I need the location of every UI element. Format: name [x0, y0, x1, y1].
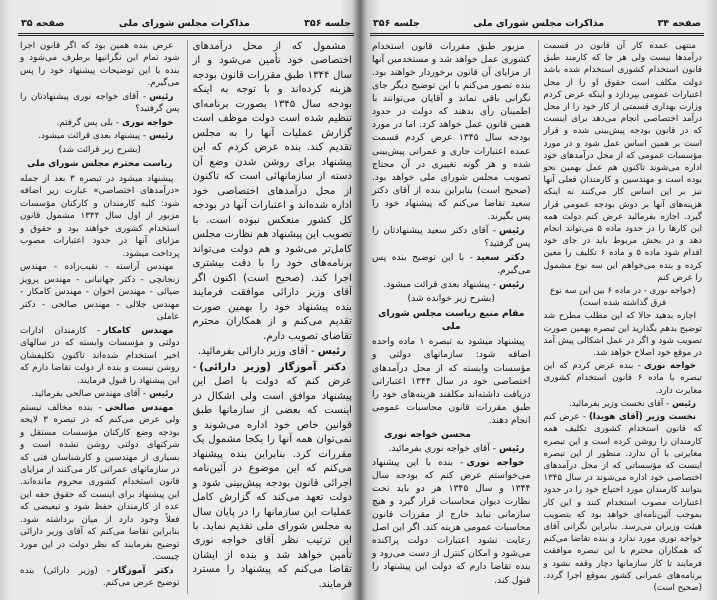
speech: [544, 398, 703, 410]
addressee-line: [20, 158, 180, 170]
speech: [372, 278, 531, 291]
column-right: [187, 40, 355, 594]
speaker-name: رئیس: [149, 131, 174, 142]
speech: [544, 360, 703, 397]
paragraph-text: - آقای نخست وزیر بفرمائید.: [568, 398, 670, 409]
paragraph-text: - بنده با این پیشنهاد می‌خواستم عرض کنم که بودجه سال ۱۳۴۴ و سال ۱۳۴۵ هر دو باید تحت نظارت دیوان محاسبات قرار گیرد و هیچ سازمانی نباید خارج از مقررات قانون محاسبات عمومی هزینه کند. اگر این اصل رعایت نشود اعتبارات دولت پراکنده می‌شود و امکان کنترل از دست می‌رود و بنده تقاضا دارم که دولت این پیشنهاد را قبول کند.: [372, 456, 531, 586]
column-right: [538, 40, 705, 594]
paragraph-text: - آقای وزیر دارائی بفرمائید.: [197, 346, 315, 358]
column-left: [18, 40, 182, 594]
paragraph-text: مهندس آراسته - نقیب‌زاده - مهندس زنجانچی - دکتر جهانبانی - مهندس پرویز ضیائی - مهندس اخوان - مهندس کامکار - مهندس جلالی - مهندس صالحی - دکتر عاملی: [20, 262, 180, 323]
paragraph-text: - پیشنهاد بعدی قرائت میشود.: [383, 279, 497, 291]
speech: [193, 361, 353, 593]
paragraph-text: - آقای خواجه نوری بفرمائید.: [388, 442, 497, 454]
session-number: جلسه ۳۵۶: [304, 18, 351, 29]
speech: [20, 117, 180, 129]
running-title: مذاکرات مجلس شورای ملی: [473, 18, 605, 29]
paragraph-text: - آقای مهندس صالحی بفرمائید.: [31, 389, 147, 400]
session-number: جلسه ۳۵۶: [373, 18, 420, 29]
paragraph-text: - بنده مخالف نیستم ولی عرض می‌کنم که در تبصره ۳ لایحه بودجه وضع کارکنان مؤسسات مستقل و شرکتهای دولتی روشن نشده است و بسیاری از مهندسین و کارشناسان فنی که در سازمانهای عمرانی کار می‌کنند از مزایای قانون استخدام کشوری محروم مانده‌اند. این پیشنهاد برای اینست که حقوق حقه این عده از کارمندان حفظ شود و تبعیضی که فعلاً وجود دارد از میان برداشته شود. بنابراین تقاضا می‌کنم که آقای وزیر دارائی توضیح بفرمایند که نظر دولت در این مورد چیست.: [20, 402, 180, 563]
speaker-name: خواجه نوری: [466, 456, 525, 468]
paragraph-text: منتهی عمده کار آن قانون در قسمت درآمدها نیست ولی هر جا که کارمند طبق قانون استخدام کشوری استخدام شده باشد دولت مکلف است حقوق او را از محل اعتبارات عمومی بپردازد و اینکه عرض کردم وزارت بهداری قسمتی از کار خود را از محل درآمد اختصاصی انجام می‌دهد برای اینست که در قانون بودجه پیش‌بینی شده و قرار است بر همین اساس عمل شود و در مورد مؤسسات عمومی که از محل درآمدهای خود اداره می‌شوند تاکنون هم عمل بهمین نحو بوده است و مهندسین و کارمندان فعلی آنها نیز بر این اساس کار می‌کنند نه اینکه هزینه‌های آنها بر دوش بودجه عمومی قرار گیرد. اجازه بفرمائید عرض کنم دولت همه این کارها را در حدود ماده ۵ می‌تواند انجام دهد و در بخش مربوط باید در جای خود اقدام شود ماده ۵ و ماده ۶ تکلیف را معین کرده و بنده می‌خواهم این سه نوع مشمول را عرض کنم: [543, 41, 703, 283]
paragraph-text: پیشنهاد میشود در تبصره ۳ بعد از جمله «درآمدهای اختصاصی» عبارت زیر اضافه شود: کلیه کارمندان و کارکنان مؤسسات مزبور از اول سال ۱۳۴۴ مشمول قانون استخدام کشوری خواهند بود و حقوق و مزایای آنها در حدود اعتبارات مصوب پرداخت میشود.: [20, 173, 180, 259]
paragraph-text: - آقای دکتر سعید پیشنهادتان را پس گرفتید؟: [372, 224, 531, 249]
paragraph-text: محسن خواجه نوری: [384, 428, 471, 440]
speech: [372, 456, 531, 587]
speaker-name: رئیس: [499, 224, 525, 236]
page-35: [18, 16, 354, 594]
speaker-name: دکتر سعید: [475, 252, 525, 263]
speaker-name: دکتر آموزگار: [113, 565, 174, 576]
paragraph-text: - عرض کنم که قانون استخدام کشوری تکلیف همه کارمندان را روشن کرده است و این تبصره مغایرتی با آن ندارد. منظور از این تبصره اینست که مؤسساتی که از محل درآمدهای اختصاصی خود اداره می‌شوند در سال ۱۳۴۵ بتوانند کارمندان مورد احتیاج خود را در حدود اعتبارات مصوب استخدام کنند و این کار بموجب آئین‌نامه‌ای خواهد بود که بتصویب هیئت وزیران می‌رسد. بنابراین نگرانی آقای خواجه نوری مورد ندارد و بنده تقاضا می‌کنم که همکاران محترم با این تبصره موافقت فرمایند تا کار سازمانها دچار وقفه نشود و برنامه‌های عمرانی کشور بموقع اجرا گردد. (صحیح است): [543, 412, 702, 593]
speech: [372, 224, 531, 250]
parenthetical-note: [544, 285, 703, 309]
speech: [20, 130, 180, 142]
running-title: مذاکرات مجلس شورای ملی: [118, 18, 250, 29]
speech: [20, 565, 180, 590]
paragraph-text: - کارمندان ادارات دولتی و مؤسسات وابسته که در سالهای اخیر استخدام شده‌اند تاکنون تکلیفشان روشن نیست و بنده از دولت تقاضا دارم که این پیشنهاد را قبول فرمایند.: [20, 325, 180, 386]
speech: [20, 388, 180, 400]
text-columns: [18, 40, 354, 594]
speaker-name: رئیس: [499, 279, 525, 291]
speech: [544, 411, 703, 594]
paragraph-text: - با این توضیح بنده پس می‌گیرم.: [372, 252, 531, 277]
parenthetical-note: [372, 292, 531, 305]
speech: [193, 345, 353, 359]
speech: [372, 251, 531, 277]
paragraph-text: - پیشنهاد بعدی قرائت میشود.: [38, 131, 147, 142]
paragraph-text: - بنده عرض کردم که این تبصره با ماده ۶ قانون استخدام کشوری مغایرت دارد.: [543, 361, 702, 396]
speaker-name: مهندس صالحی: [104, 402, 174, 413]
speaker-name: خواجه نوری: [643, 361, 696, 372]
speaker-name: رئیس: [317, 346, 346, 358]
page-number: صفحه ۳۴: [657, 18, 701, 29]
speaker-name: دکتر آموزگار (وزیر دارائی): [199, 361, 346, 373]
speaker-name: رئیس: [672, 398, 696, 409]
paragraph-text: عرض بنده همین بود که اگر قانون اجرا شود تمام این نگرانیها برطرف می‌شود و بنده با این توضیحات پیشنهاد خود را پس می‌گیرم.: [20, 41, 180, 89]
speaker-name: مهندس کامکار: [103, 325, 174, 336]
paragraph: [20, 173, 180, 260]
paragraph-text: - عرض کنم که دولت با اصل این پیشنهاد موافق است ولی اشکال در اینست که بعضی از سازمانها طبق قوانین خاص خود اداره می‌شوند و نمی‌توان همه آنها را یکجا مشمول یک مقررات کرد. بنابراین بنده پیشنهاد می‌کنم که این موضوع در آئین‌نامه اجرائی قانون بودجه پیش‌بینی شود و دولت تعهد می‌کند که گزارش کامل عملیات این سازمانها را در پایان سال به مجلس شورای ملی تقدیم نماید. با این ترتیب نظر آقای خواجه نوری تأمین خواهد شد و بنده از ایشان تقاضا می‌کنم که پیشنهاد را مسترد فرمایند.: [192, 361, 352, 590]
paragraph-text: مقام منیع ریاست مجلس شورای ملی: [378, 308, 525, 333]
speaker-name: رئیس: [149, 91, 174, 102]
column-left: [370, 40, 533, 594]
page-header: [370, 16, 704, 36]
speaker-name: خواجه نوری: [121, 117, 174, 128]
paragraph-text: (بشرح زیر خوانده شد): [407, 293, 495, 305]
parenthetical-note: [20, 144, 180, 156]
paragraph: [193, 40, 353, 344]
speech: [20, 325, 180, 387]
paragraph: [372, 40, 531, 223]
speaker-name: رئیس: [499, 442, 525, 454]
speech: [20, 91, 180, 116]
paragraph-text: اجازه بدهید حالا که این مطلب مطرح شد توضیح بدهم بگذارید این تبصره بهمین صورت تصویب شود و اگر در عمل اشکالی پیش آمد در موقع خود اصلاح خواهد شد.: [543, 311, 702, 359]
paragraph-text: (بشرح زیر قرائت شد): [58, 144, 141, 155]
speech: [372, 442, 531, 455]
signature-name: [372, 428, 531, 441]
paragraph: [20, 40, 180, 90]
speaker-name: رئیس: [149, 389, 174, 400]
paragraph-text: - بلی پس گرفتم.: [56, 117, 119, 128]
addressee-line: [372, 307, 531, 333]
speech: [20, 402, 180, 564]
speaker-name: نخست وزیر (آقای هویدا): [588, 412, 696, 423]
text-columns: [370, 40, 704, 594]
page-number: صفحه ۳۵: [21, 18, 65, 29]
page-header: [18, 16, 354, 36]
paragraph-text: مزبور طبق مقررات قانون استخدام کشوری عمل خواهد شد و مستخدمین آنها از مزایای آن قانون برخوردار خواهند بود. بنده تصور می‌کنم با این توضیح دیگر جای نگرانی باقی نماند و آقایان می‌توانند با اطمینان رأی بدهند که دولت در حدود همین قانون عمل خواهد کرد. اما در مورد بودجه سال ۱۳۴۵ عرض کردم قسمت عمده اعتبارات جاری و عمرانی پیش‌بینی شده و هر گونه تغییری در آن محتاج تصویب مجلس شورای ملی خواهد بود. (صحیح است) بنابراین بنده از آقای دکتر سعید تقاضا می‌کنم که پیشنهاد خود را پس بگیرند.: [372, 41, 531, 222]
paragraph-text: مشمول که از محل درآمدهای اختصاصی خود تأمین می‌شود و از سال ۱۳۴۴ طبق مقررات قانون بودجه هزینه کرده‌اند و با توجه به اینکه بودجه سال ۱۳۴۵ بصورت برنامه‌ای تنظیم شده است دولت موظف است گزارش عملیات آنها را به مجلس تقدیم کند. بنده عرض کردم که این پیشنهاد برای روشن شدن وضع آن دسته از سازمانهائی است که تاکنون از محل درآمدهای اختصاصی خود اداره شده‌اند و اعتبارات آنها در بودجه کل کشور منعکس نبوده است. با تصویب این پیشنهاد هم نظارت مجلس کامل‌تر می‌شود و هم دولت می‌تواند برنامه‌های خود را با دقت بیشتری اجرا کند. (صحیح است) اکنون اگر آقای وزیر دارائی موافقت فرمایند بنده پیشنهاد خود را بهمین صورت تقدیم می‌کنم و از همکاران محترم تقاضای تصویب دارم.: [192, 41, 352, 342]
page-34: [370, 16, 704, 594]
paragraph-text: ریاست محترم مجلس شورای ملی: [27, 159, 173, 170]
paragraph-text: پیشنهاد میشود به تبصره ۱ ماده واحده اضافه شود: سازمانهای دولتی و مؤسسات وابسته که از محل درآمدهای اختصاصی خود در سال ۱۳۴۴ اعتباراتی دریافت داشته‌اند مکلفند هزینه‌های خود را طبق مقررات قانون محاسبات عمومی انجام دهند.: [372, 336, 531, 426]
paragraph: [544, 310, 703, 359]
paragraph: [544, 40, 703, 284]
paragraph: [372, 335, 531, 426]
paragraph-text: - (وزیر دارائی) بنده توضیح عرض می‌کنم.: [20, 565, 180, 589]
paragraph-text: (خواجه نوری - در ماده ۶ بین این سه نوع فرق گذاشته شده است): [549, 286, 696, 309]
paragraph: [20, 261, 180, 323]
paragraph-text: - آقای خواجه نوری پیشنهادتان را پس گرفتید؟: [20, 91, 180, 115]
